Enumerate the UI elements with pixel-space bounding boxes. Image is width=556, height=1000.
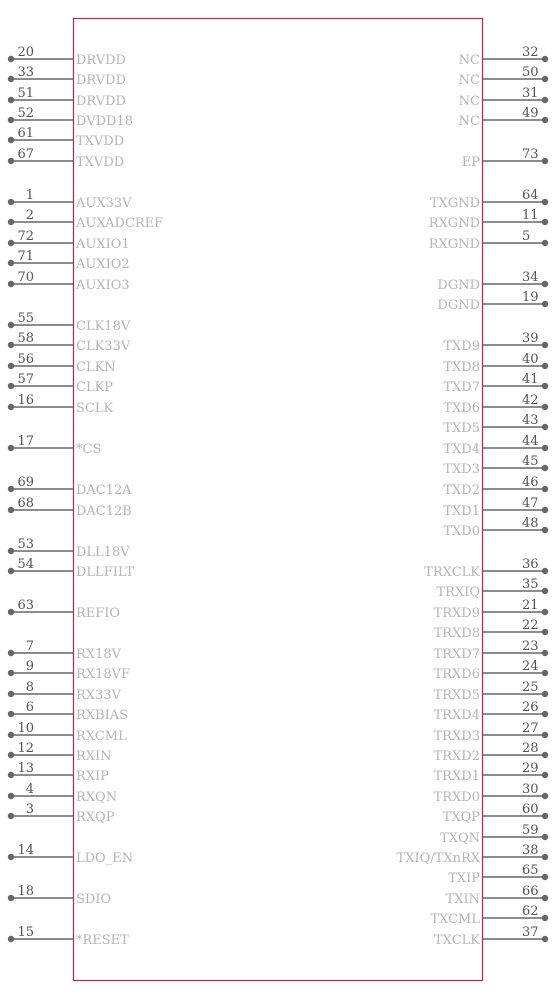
pin-number: 37 xyxy=(522,925,539,940)
pin-name: RXQP xyxy=(76,810,115,825)
pin-number: 43 xyxy=(522,413,539,428)
pin-name: TRXD9 xyxy=(433,606,480,621)
pin-end-dot xyxy=(8,507,14,513)
pin-end-dot xyxy=(8,117,14,123)
pin-end-dot xyxy=(8,732,14,738)
right-pin-73 xyxy=(462,147,548,170)
pin-end-dot xyxy=(542,117,548,123)
pin-end-dot xyxy=(8,56,14,62)
right-pin-65 xyxy=(448,863,548,886)
pin-number: 51 xyxy=(17,86,34,101)
pin-number: 62 xyxy=(522,904,539,919)
pin-name: TXD7 xyxy=(443,380,480,395)
pin-number: 7 xyxy=(25,639,34,654)
pin-name: TXD4 xyxy=(443,442,480,457)
pin-name: TXD8 xyxy=(443,360,480,375)
left-pin-69 xyxy=(8,475,132,498)
pin-name: LDO_EN xyxy=(76,851,134,866)
pin-end-dot xyxy=(8,813,14,819)
pin-name: TXCML xyxy=(430,912,480,927)
pin-number: 36 xyxy=(522,557,539,572)
right-pin-41 xyxy=(443,372,548,395)
pin-name: TXCLK xyxy=(434,933,480,948)
pin-number: 47 xyxy=(522,496,539,511)
component-body xyxy=(74,19,483,981)
pin-end-dot xyxy=(542,793,548,799)
pin-number: 70 xyxy=(17,270,34,285)
right-pin-26 xyxy=(434,700,549,723)
left-pin-4 xyxy=(8,782,117,805)
pin-number: 58 xyxy=(17,331,34,346)
pin-number: 61 xyxy=(17,126,34,141)
pin-end-dot xyxy=(542,568,548,574)
pin-end-dot xyxy=(542,834,548,840)
left-pin-71 xyxy=(8,249,130,272)
pin-end-dot xyxy=(8,260,14,266)
pin-number: 49 xyxy=(522,106,539,121)
pin-end-dot xyxy=(542,874,548,880)
pin-number: 4 xyxy=(25,782,34,797)
left-pin-33 xyxy=(8,65,126,88)
pin-number: 17 xyxy=(17,434,34,449)
pin-name: TXGND xyxy=(429,196,480,211)
left-pin-13 xyxy=(8,761,109,784)
pin-end-dot xyxy=(8,383,14,389)
pin-end-dot xyxy=(8,752,14,758)
pin-number: 45 xyxy=(522,454,539,469)
right-pin-group xyxy=(397,45,549,948)
pin-name: TRXD7 xyxy=(433,647,480,662)
pin-end-dot xyxy=(542,895,548,901)
pin-name: CLK18V xyxy=(76,319,131,334)
pin-end-dot xyxy=(542,76,548,82)
pin-end-dot xyxy=(8,670,14,676)
pin-number: 72 xyxy=(17,229,34,244)
pin-number: 5 xyxy=(522,229,531,244)
right-pin-39 xyxy=(443,331,548,354)
pin-number: 39 xyxy=(522,331,539,346)
right-pin-43 xyxy=(443,413,548,436)
pin-end-dot xyxy=(8,137,14,143)
pin-end-dot xyxy=(542,158,548,164)
right-pin-62 xyxy=(430,904,548,927)
pin-end-dot xyxy=(8,486,14,492)
pin-number: 59 xyxy=(522,823,539,838)
pin-number: 25 xyxy=(522,680,539,695)
pin-end-dot xyxy=(542,342,548,348)
pin-number: 56 xyxy=(17,352,34,367)
pin-number: 54 xyxy=(17,557,34,572)
pin-name: CLK33V xyxy=(76,339,131,354)
left-pin-61 xyxy=(8,126,124,149)
pin-end-dot xyxy=(8,548,14,554)
pin-number: 14 xyxy=(17,843,34,858)
pin-number: 9 xyxy=(25,659,34,674)
left-pin-14 xyxy=(8,843,133,866)
pin-name: CLKN xyxy=(76,360,116,375)
pin-name: TRXD6 xyxy=(433,667,480,682)
pin-number: 1 xyxy=(25,188,34,203)
pin-end-dot xyxy=(542,772,548,778)
pin-name: TXD3 xyxy=(443,462,480,477)
pin-end-dot xyxy=(542,404,548,410)
left-pin-16 xyxy=(8,393,114,416)
right-pin-24 xyxy=(434,659,549,682)
pin-end-dot xyxy=(8,281,14,287)
left-pin-3 xyxy=(8,802,115,825)
pin-name: TXQP xyxy=(442,810,480,825)
right-pin-29 xyxy=(434,761,549,784)
right-pin-48 xyxy=(443,516,548,539)
pin-name: EP xyxy=(461,155,480,170)
pin-number: 42 xyxy=(522,393,539,408)
pin-name: TXD9 xyxy=(443,339,480,354)
pin-name: TXD6 xyxy=(443,401,480,416)
left-pin-6 xyxy=(8,700,128,723)
left-pin-2 xyxy=(8,208,163,231)
pin-end-dot xyxy=(542,915,548,921)
pin-number: 52 xyxy=(17,106,34,121)
pin-end-dot xyxy=(542,609,548,615)
pin-name: DGND xyxy=(437,298,480,313)
pin-number: 40 xyxy=(522,352,539,367)
left-pin-group xyxy=(8,45,163,948)
pin-name: TRXCLK xyxy=(424,565,480,580)
pin-end-dot xyxy=(8,609,14,615)
pin-number: 50 xyxy=(522,65,539,80)
pin-name: DRVDD xyxy=(76,94,126,109)
pin-number: 6 xyxy=(25,700,34,715)
pin-end-dot xyxy=(8,97,14,103)
pin-number: 15 xyxy=(17,925,34,940)
pin-number: 20 xyxy=(17,45,34,60)
pin-name: RX18V xyxy=(76,647,121,662)
pin-name: NC xyxy=(458,114,480,129)
pin-number: 48 xyxy=(522,516,539,531)
pin-end-dot xyxy=(542,650,548,656)
pin-name: TRXD4 xyxy=(433,708,480,723)
pin-end-dot xyxy=(542,588,548,594)
pin-name: NC xyxy=(458,94,480,109)
pin-end-dot xyxy=(542,711,548,717)
pin-end-dot xyxy=(542,219,548,225)
pin-number: 65 xyxy=(522,863,539,878)
pin-number: 35 xyxy=(522,577,539,592)
left-pin-58 xyxy=(8,331,131,354)
left-pin-67 xyxy=(8,147,124,170)
pin-end-dot xyxy=(8,650,14,656)
pin-number: 3 xyxy=(25,802,34,817)
pin-name: TXIN xyxy=(445,892,480,907)
left-pin-15 xyxy=(8,925,129,948)
pin-end-dot xyxy=(542,445,548,451)
right-pin-45 xyxy=(443,454,548,477)
pin-name: RX18VF xyxy=(76,667,130,682)
pin-name: TXVDD xyxy=(76,134,125,149)
pin-number: 33 xyxy=(17,65,34,80)
pin-name: AUX33V xyxy=(76,196,132,211)
pin-name: CLKP xyxy=(76,380,114,395)
pin-name: TRXD1 xyxy=(433,769,480,784)
right-pin-5 xyxy=(429,229,548,252)
pin-name: *CS xyxy=(76,442,102,457)
pin-number: 30 xyxy=(522,782,539,797)
pin-name: RXBIAS xyxy=(76,708,129,723)
left-pin-68 xyxy=(8,496,132,519)
pin-end-dot xyxy=(8,342,14,348)
pin-end-dot xyxy=(542,486,548,492)
pin-end-dot xyxy=(542,752,548,758)
pin-end-dot xyxy=(8,322,14,328)
pin-number: 34 xyxy=(522,270,539,285)
pin-name: REFIO xyxy=(76,606,121,621)
pin-end-dot xyxy=(542,240,548,246)
pin-number: 10 xyxy=(17,721,34,736)
pin-name: AUXIO3 xyxy=(76,278,130,293)
pin-name: AUXIO1 xyxy=(76,237,130,252)
pin-name: DGND xyxy=(437,278,480,293)
pin-end-dot xyxy=(8,158,14,164)
pin-end-dot xyxy=(8,404,14,410)
pin-end-dot xyxy=(542,301,548,307)
pin-end-dot xyxy=(542,97,548,103)
pin-number: 71 xyxy=(17,249,34,264)
right-pin-50 xyxy=(459,65,549,88)
pin-end-dot xyxy=(542,527,548,533)
pin-end-dot xyxy=(542,507,548,513)
pin-number: 32 xyxy=(522,45,539,60)
pin-end-dot xyxy=(542,424,548,430)
pin-end-dot xyxy=(542,813,548,819)
left-pin-17 xyxy=(8,434,102,457)
pin-name: TRXIQ xyxy=(436,585,480,600)
right-pin-49 xyxy=(459,106,549,129)
pin-end-dot xyxy=(542,670,548,676)
pin-number: 13 xyxy=(17,761,34,776)
pin-number: 28 xyxy=(522,741,539,756)
pin-name: RXGND xyxy=(428,237,480,252)
pin-name: TXD5 xyxy=(443,421,480,436)
pin-number: 26 xyxy=(522,700,539,715)
pin-end-dot xyxy=(8,76,14,82)
pin-number: 67 xyxy=(17,147,34,162)
pin-name: RXIP xyxy=(76,769,109,784)
right-pin-37 xyxy=(434,925,548,948)
pin-name: DVDD18 xyxy=(76,114,133,129)
pin-number: 44 xyxy=(522,434,539,449)
pin-name: DAC12B xyxy=(76,504,132,519)
right-pin-60 xyxy=(443,802,549,825)
pin-name: DLL18V xyxy=(76,545,130,560)
pin-number: 55 xyxy=(17,311,34,326)
pin-name: TRXD2 xyxy=(433,749,480,764)
right-pin-19 xyxy=(437,290,548,313)
pin-number: 16 xyxy=(17,393,34,408)
pin-number: 68 xyxy=(17,496,34,511)
pin-number: 38 xyxy=(522,843,539,858)
pin-number: 66 xyxy=(522,884,539,899)
pin-name: RXGND xyxy=(428,216,480,231)
pin-name: TXQN xyxy=(440,831,480,846)
pin-name: RXQN xyxy=(76,790,118,805)
pin-number: 63 xyxy=(17,598,34,613)
pin-number: 29 xyxy=(522,761,539,776)
pin-number: 69 xyxy=(17,475,34,490)
pin-name: RXCML xyxy=(76,729,127,744)
pin-number: 2 xyxy=(25,208,34,223)
pin-end-dot xyxy=(542,854,548,860)
pin-number: 23 xyxy=(522,639,539,654)
right-pin-35 xyxy=(436,577,548,600)
pin-number: 19 xyxy=(522,290,539,305)
right-pin-46 xyxy=(443,475,548,498)
right-pin-22 xyxy=(434,618,549,641)
pin-name: TRXD0 xyxy=(433,790,480,805)
pin-number: 73 xyxy=(522,147,539,162)
pin-name: TXIQ/TXnRX xyxy=(396,851,480,866)
pin-number: 27 xyxy=(522,721,539,736)
pin-end-dot xyxy=(8,199,14,205)
pin-end-dot xyxy=(8,793,14,799)
pin-end-dot xyxy=(8,711,14,717)
pin-number: 41 xyxy=(522,372,539,387)
left-pin-9 xyxy=(8,659,130,682)
pin-name: SDIO xyxy=(76,892,112,907)
right-pin-11 xyxy=(429,208,548,231)
pin-number: 57 xyxy=(17,372,34,387)
pin-name: DRVDD xyxy=(76,73,126,88)
pin-end-dot xyxy=(542,56,548,62)
pin-end-dot xyxy=(8,772,14,778)
pin-name: NC xyxy=(458,73,480,88)
left-pin-57 xyxy=(8,372,113,395)
pin-end-dot xyxy=(542,383,548,389)
pin-number: 60 xyxy=(522,802,539,817)
pin-end-dot xyxy=(542,281,548,287)
pin-end-dot xyxy=(8,568,14,574)
pin-end-dot xyxy=(8,936,14,942)
pin-number: 22 xyxy=(522,618,539,633)
pin-name: NC xyxy=(458,53,480,68)
pin-number: 46 xyxy=(522,475,539,490)
pin-name: TXVDD xyxy=(76,155,125,170)
left-pin-54 xyxy=(8,557,135,580)
pin-number: 21 xyxy=(522,598,539,613)
pin-name: TXIP xyxy=(448,871,480,886)
pin-number: 31 xyxy=(522,86,539,101)
pin-end-dot xyxy=(542,936,548,942)
pin-end-dot xyxy=(8,445,14,451)
pin-name: TXD2 xyxy=(443,483,480,498)
pin-number: 64 xyxy=(522,188,539,203)
pin-number: 24 xyxy=(522,659,539,674)
pin-end-dot xyxy=(542,732,548,738)
pin-name: RXIN xyxy=(76,749,112,764)
pin-end-dot xyxy=(8,240,14,246)
left-pin-63 xyxy=(8,598,120,621)
pin-end-dot xyxy=(542,363,548,369)
pin-end-dot xyxy=(8,219,14,225)
pin-end-dot xyxy=(8,854,14,860)
pin-number: 18 xyxy=(17,884,34,899)
pin-number: 8 xyxy=(25,680,34,695)
pin-name: DAC12A xyxy=(76,483,132,498)
pin-name: DLLFILT xyxy=(76,565,135,580)
pin-end-dot xyxy=(542,465,548,471)
left-pin-18 xyxy=(8,884,111,907)
pin-end-dot xyxy=(8,895,14,901)
pin-end-dot xyxy=(8,691,14,697)
pin-name: TRXD5 xyxy=(433,688,480,703)
pin-name: TXD1 xyxy=(443,504,480,519)
pin-end-dot xyxy=(8,363,14,369)
pin-number: 11 xyxy=(522,208,539,223)
pin-name: DRVDD xyxy=(76,53,126,68)
pin-number: 53 xyxy=(17,537,34,552)
pin-end-dot xyxy=(542,691,548,697)
left-pin-70 xyxy=(8,270,130,293)
pin-name: AUXIO2 xyxy=(76,257,130,272)
pin-number: 12 xyxy=(17,741,34,756)
pin-name: SCLK xyxy=(76,401,114,416)
pin-name: *RESET xyxy=(76,933,129,948)
pin-name: TRXD8 xyxy=(433,626,480,641)
pin-name: TXD0 xyxy=(443,524,480,539)
pin-name: TRXD3 xyxy=(433,729,480,744)
pin-name: AUXADCREF xyxy=(76,216,164,231)
pin-name: RX33V xyxy=(76,688,121,703)
pin-end-dot xyxy=(542,629,548,635)
pin-end-dot xyxy=(542,199,548,205)
